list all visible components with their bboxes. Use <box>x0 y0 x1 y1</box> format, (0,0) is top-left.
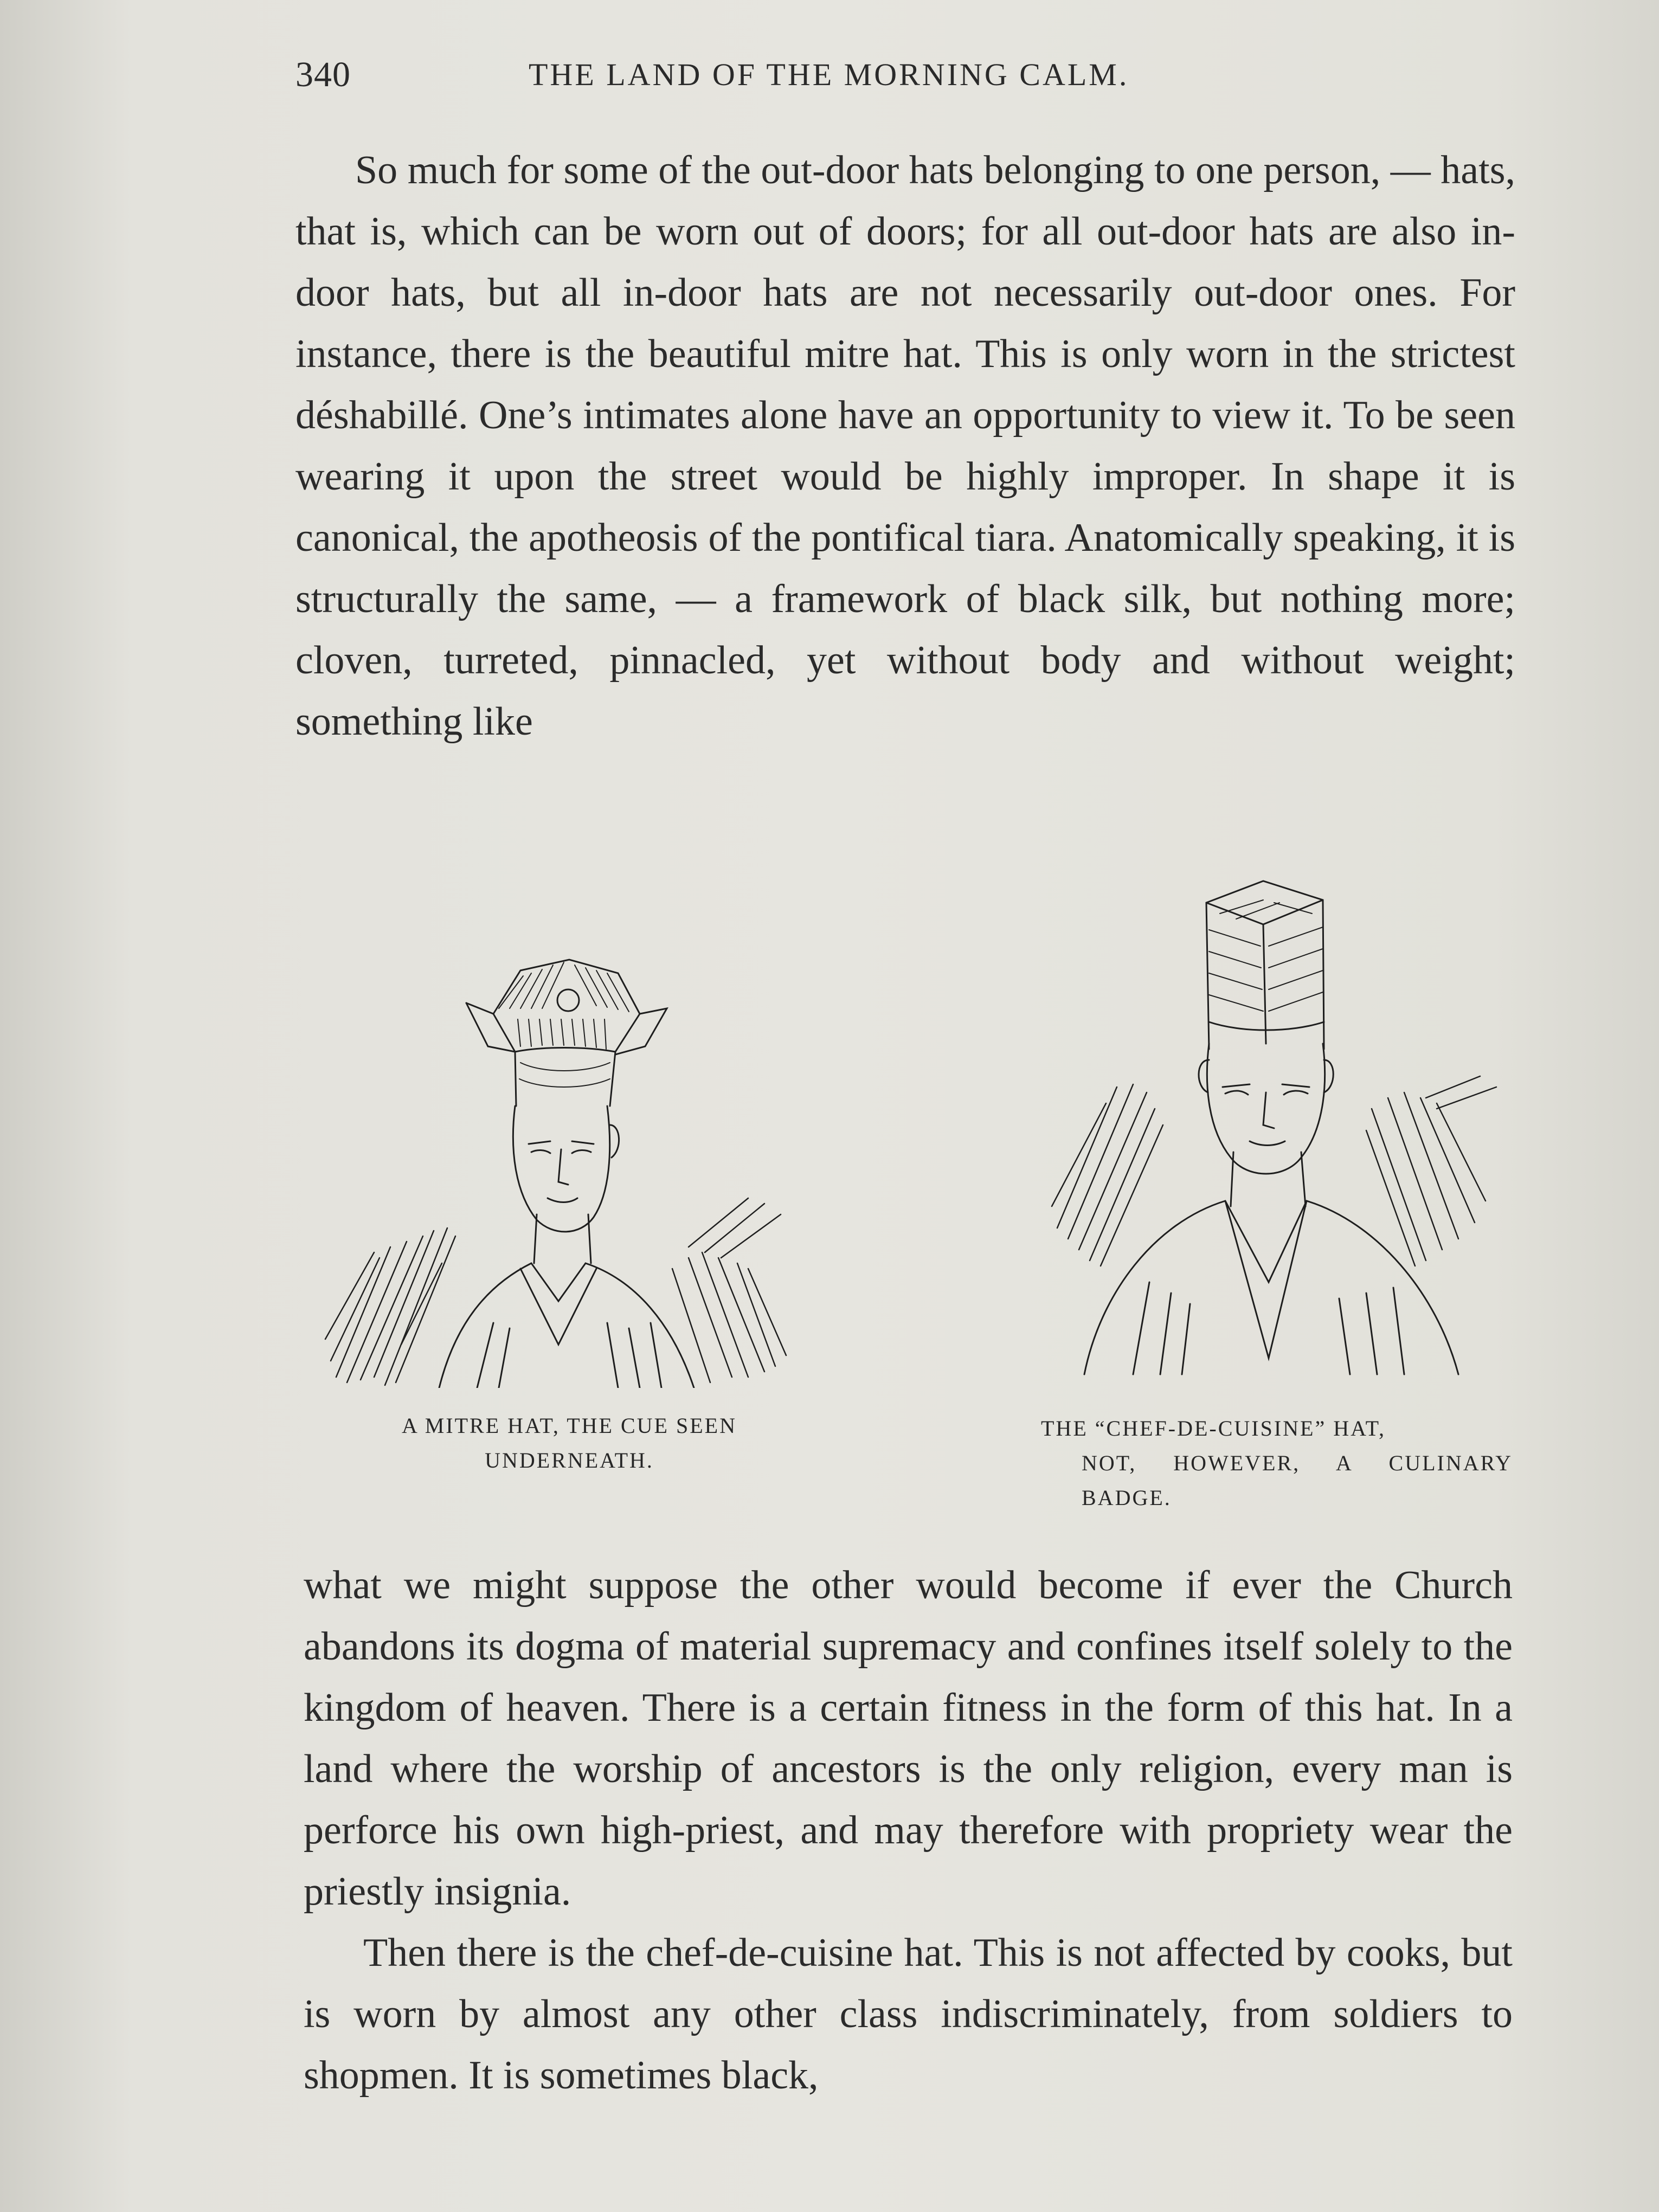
caption-mitre-hat-line1: A MITRE HAT, THE CUE SEEN <box>402 1413 737 1438</box>
paragraph-continuation: what we might suppose the other would become if ever the Church abandons its dogma of material supremacy and confines itself solely to the kingdom of heaven. There is a certain fitness in the form of this hat. In a land where the worship of ancestors is the only religion, every man is perforce his own high-priest, and may therefore with propriety wear the priestly insignia. <box>304 1563 1513 1914</box>
chef-de-cuisine-hat-illustration <box>1046 870 1507 1385</box>
mitre-hat-illustration <box>314 911 813 1388</box>
caption-chef-line2: NOT, HOWEVER, A CULINARY <box>1082 1451 1513 1475</box>
paragraph-chef-de-cuisine: Then there is the chef-de-cuisine hat. This is not affected by cooks, but is worn by almost any other class indiscriminately, from soldiers to shopmen. It is sometimes black, <box>304 1931 1513 2098</box>
figure-mitre-hat <box>314 911 813 1388</box>
paragraph-mitre-hat: So much for some of the out-door hats belonging to one person, — hats, that is, which can be worn out of doors; for all out-door hats are also in-door hats, but all in-door hats are not necessarily out-door ones. For instance, there is the beautiful mitre hat. This is only worn in the strictest déshabillé. One’s intimates alone have an opportunity to view it. To be seen wearing it upon the street would be highly improper. In shape it is canonical, the apotheosis of the pontifical tiara. Anatomically speaking, it is structurally the same, — a framework of black silk, but nothing more; cloven, turreted, pinnacled, yet without body and without weight; something like <box>295 148 1515 744</box>
figure-chef-de-cuisine-hat <box>1046 870 1507 1385</box>
caption-mitre-hat-line2: UNDERNEATH. <box>485 1448 654 1472</box>
page-number: 340 <box>295 55 351 94</box>
caption-mitre-hat <box>347 1409 792 1478</box>
caption-chef-line3: BADGE. <box>1082 1486 1172 1510</box>
caption-chef-line1: THE “CHEF-DE-CUISINE” HAT, <box>1041 1416 1386 1441</box>
bottom-text-block <box>304 1555 1513 2106</box>
running-head <box>295 54 1293 98</box>
book-title: THE LAND OF THE MORNING CALM. <box>529 57 1129 92</box>
top-text-block <box>295 140 1515 753</box>
caption-chef-de-cuisine-hat <box>1041 1411 1513 1515</box>
